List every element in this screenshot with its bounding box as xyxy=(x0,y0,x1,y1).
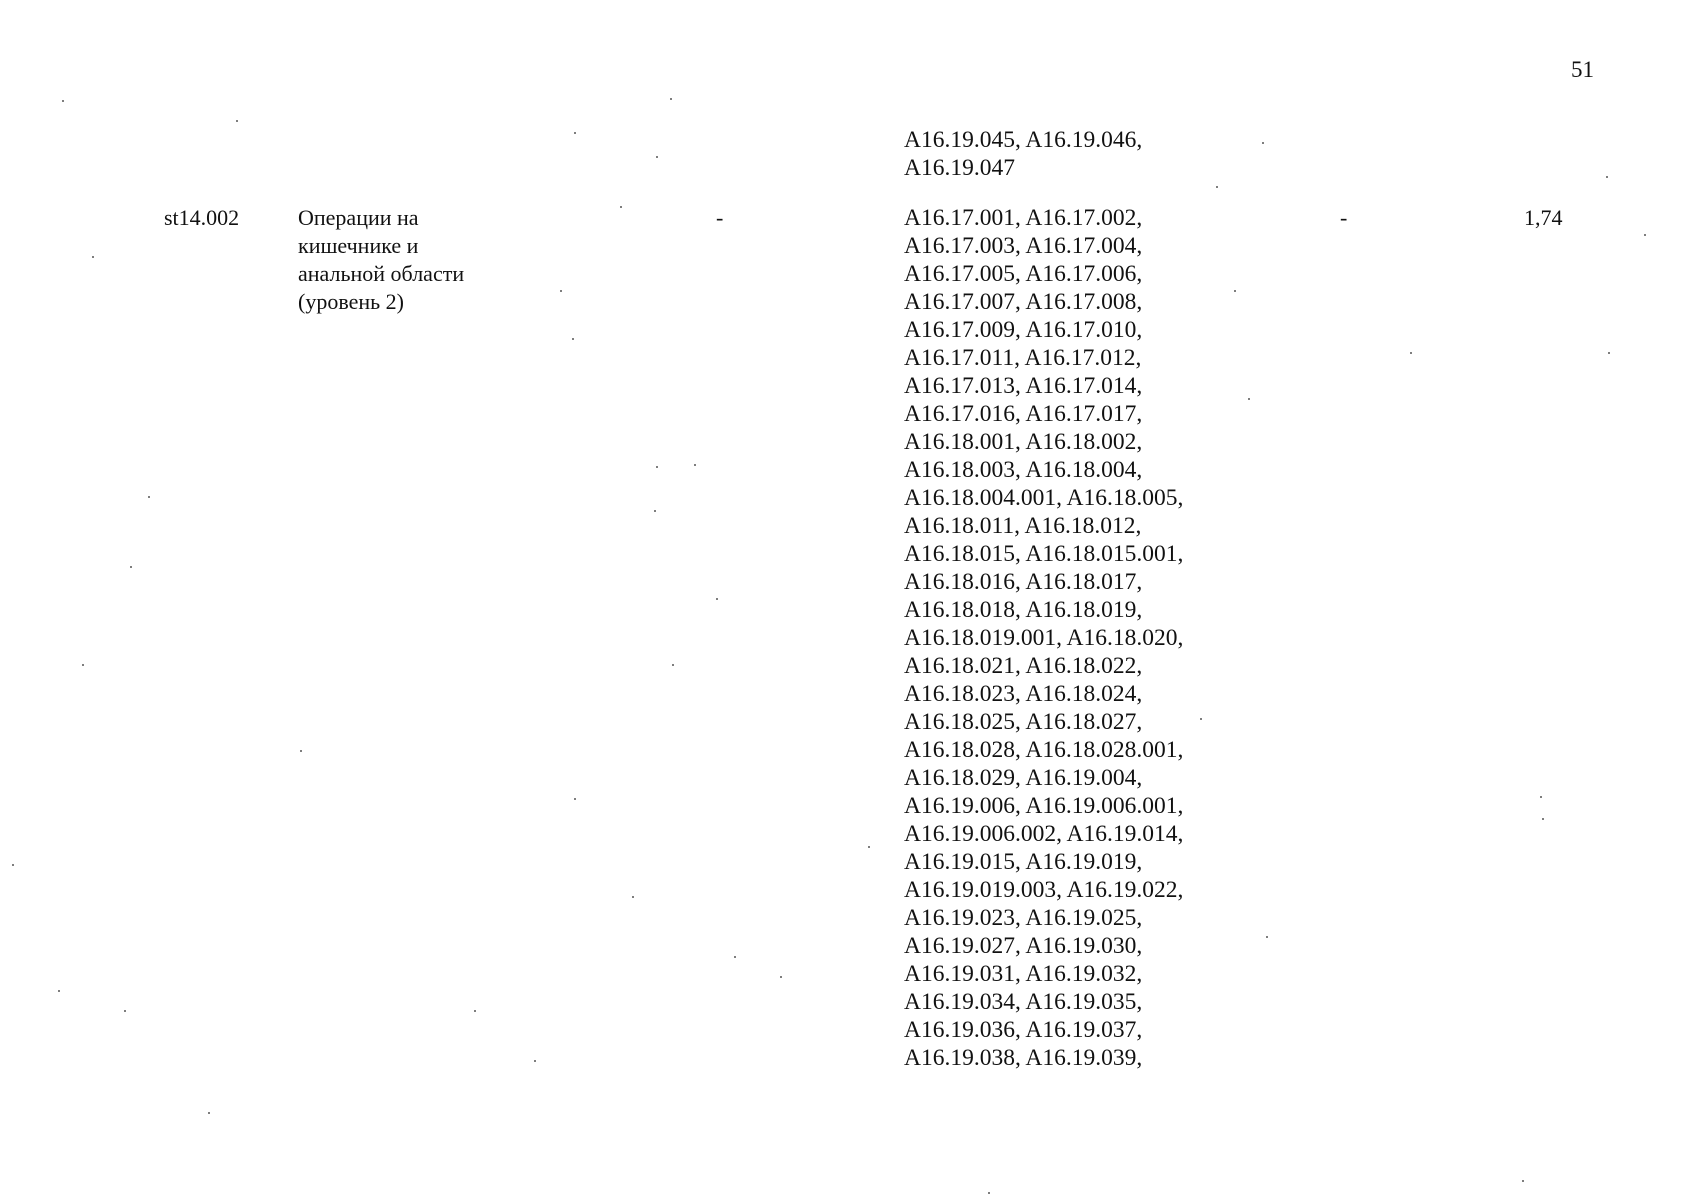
code-line: A16.19.034, A16.19.035, xyxy=(904,989,1143,1015)
scan-speck xyxy=(1540,796,1542,798)
code-line: A16.17.005, A16.17.006, xyxy=(904,261,1143,287)
scan-speck xyxy=(92,256,94,258)
scan-speck xyxy=(534,1060,536,1062)
scan-speck xyxy=(560,290,562,292)
scan-speck xyxy=(1216,186,1218,188)
group-name-line: (уровень 2) xyxy=(298,289,404,314)
scan-speck xyxy=(716,598,718,600)
scan-speck xyxy=(656,466,658,468)
scan-speck xyxy=(1606,176,1608,178)
scan-speck xyxy=(656,156,658,158)
scan-speck xyxy=(574,798,576,800)
code-line: A16.18.015, A16.18.015.001, xyxy=(904,541,1184,567)
scan-speck xyxy=(734,956,736,958)
scan-speck xyxy=(1234,290,1236,292)
code-line: A16.19.006, A16.19.006.001, xyxy=(904,793,1184,819)
scan-speck xyxy=(474,1010,476,1012)
code-line: A16.18.021, A16.18.022, xyxy=(904,653,1143,679)
continued-codes-cell xyxy=(904,126,1142,182)
code-line: A16.19.015, A16.19.019, xyxy=(904,849,1143,875)
page-number: 51 xyxy=(1571,57,1594,82)
scan-speck xyxy=(1644,234,1646,236)
scan-speck xyxy=(694,464,696,466)
scan-speck xyxy=(654,510,656,512)
column5-dash: - xyxy=(1340,205,1348,230)
group-name-line: Операции на xyxy=(298,205,419,230)
scan-speck xyxy=(208,1112,210,1114)
scan-speck xyxy=(58,990,60,992)
code-line: A16.18.001, A16.18.002, xyxy=(904,429,1143,455)
scan-speck xyxy=(868,846,870,848)
scan-speck xyxy=(574,132,576,134)
code-line: A16.17.011, A16.17.012, xyxy=(904,345,1142,371)
group-code: st14.002 xyxy=(164,205,240,230)
code-line: A16.17.009, A16.17.010, xyxy=(904,317,1143,343)
code-line: A16.17.016, A16.17.017, xyxy=(904,401,1143,427)
scan-speck xyxy=(1248,398,1250,400)
code-line: A16.18.025, A16.18.027, xyxy=(904,709,1143,735)
code-line: A16.17.007, A16.17.008, xyxy=(904,289,1143,315)
code-line: A16.19.023, A16.19.025, xyxy=(904,905,1143,931)
scan-speck xyxy=(1266,936,1268,938)
code-line: A16.18.004.001, A16.18.005, xyxy=(904,485,1184,511)
code-line: A16.19.038, A16.19.039, xyxy=(904,1045,1143,1071)
scan-speck xyxy=(236,120,238,122)
code-line: A16.19.036, A16.19.037, xyxy=(904,1017,1143,1043)
code-line: A16.19.006.002, A16.19.014, xyxy=(904,821,1184,847)
code-line: A16.18.011, A16.18.012, xyxy=(904,513,1142,539)
scan-speck xyxy=(1522,1180,1524,1182)
scan-speck xyxy=(82,664,84,666)
code-line: A16.17.001, A16.17.002, xyxy=(904,205,1143,231)
service-codes-cell xyxy=(904,204,1183,1072)
scan-speck xyxy=(1262,142,1264,144)
code-line: A16.17.013, A16.17.014, xyxy=(904,373,1143,399)
code-line: A16.18.028, A16.18.028.001, xyxy=(904,737,1184,763)
code-line: A16.18.018, A16.18.019, xyxy=(904,597,1143,623)
scan-speck xyxy=(780,976,782,978)
scan-speck xyxy=(672,664,674,666)
scan-speck xyxy=(1542,818,1544,820)
coefficient-value: 1,74 xyxy=(1524,205,1563,230)
code-line: A16.18.003, A16.18.004, xyxy=(904,457,1143,483)
scan-speck xyxy=(300,750,302,752)
scan-speck xyxy=(572,338,574,340)
scan-speck xyxy=(620,206,622,208)
column3-dash: - xyxy=(716,205,724,230)
scan-speck xyxy=(1200,718,1202,720)
scan-speck xyxy=(670,98,672,100)
code-line: A16.19.031, A16.19.032, xyxy=(904,961,1143,987)
scan-speck xyxy=(62,100,64,102)
scan-speck xyxy=(632,896,634,898)
code-line: A16.18.016, A16.18.017, xyxy=(904,569,1143,595)
scan-speck xyxy=(12,864,14,866)
code-line: A16.17.003, A16.17.004, xyxy=(904,233,1143,259)
group-name xyxy=(298,204,464,316)
scan-speck xyxy=(124,1010,126,1012)
code-line: A16.18.019.001, A16.18.020, xyxy=(904,625,1184,651)
code-line: A16.19.045, A16.19.046, xyxy=(904,127,1143,153)
code-line: A16.18.029, A16.19.004, xyxy=(904,765,1143,791)
code-line: A16.19.047 xyxy=(904,155,1015,181)
group-name-line: анальной области xyxy=(298,261,465,286)
code-line: A16.19.027, A16.19.030, xyxy=(904,933,1143,959)
code-line: A16.18.023, A16.18.024, xyxy=(904,681,1143,707)
scan-speck xyxy=(1608,352,1610,354)
scan-speck xyxy=(1410,352,1412,354)
scan-speck xyxy=(130,566,132,568)
scan-speck xyxy=(988,1192,990,1194)
code-line: A16.19.019.003, A16.19.022, xyxy=(904,877,1184,903)
group-name-line: кишечнике и xyxy=(298,233,419,258)
scan-speck xyxy=(148,496,150,498)
